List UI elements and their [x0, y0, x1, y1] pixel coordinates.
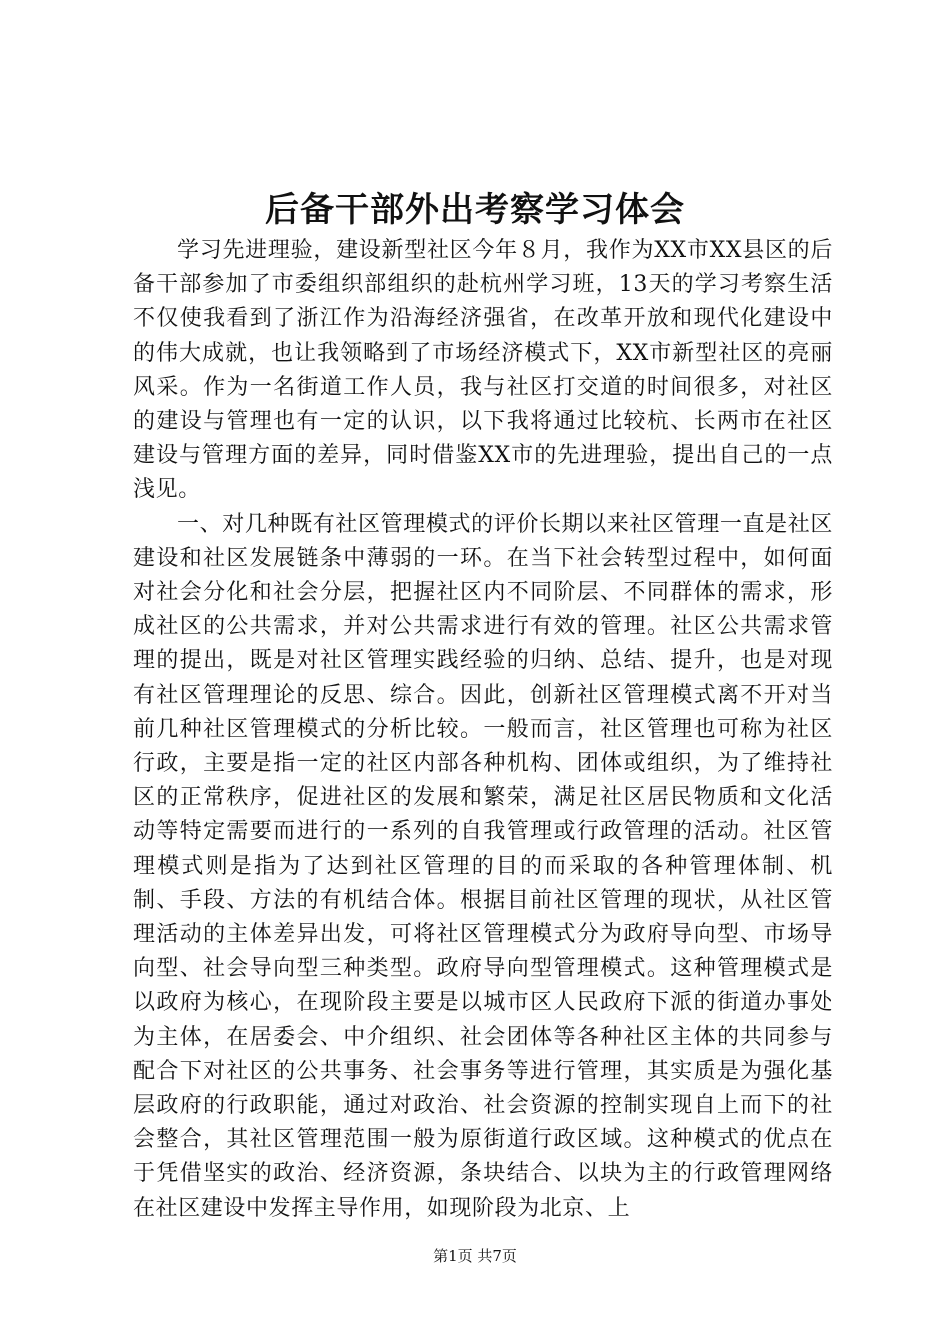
document-body [133, 234, 833, 1226]
paragraph-intro: 学习先进理验，建设新型社区今年８月，我作为XX市XX县区的后备干部参加了市委组织部组织的赴杭州学习班，13天的学习考察生活不仅使我看到了浙江作为沿海经济强省，在改革开放和现代化建设中的伟大成就，也让我领略到了市场经济模式下，XX市新型社区的亮丽风采。作为一名街道工作人员，我与社区打交道的时间很多，对社区的建设与管理也有一定的认识，以下我将通过比较杭、长两市在社区建设与管理方面的差异，同时借鉴XX市的先进理验，提出自己的一点浅见。 [133, 238, 833, 503]
document-title: 后备干部外出考察学习体会 [265, 190, 685, 230]
paragraph-section-one: 一、对几种既有社区管理模式的评价长期以来社区管理一直是社区建设和社区发展链条中薄弱的一环。在当下社会转型过程中，如何面对社会分化和社会分层，把握社区内不同阶层、不同群体的需求，形成社区的公共需求，并对公共需求进行有效的管理。社区公共需求管理的提出，既是对社区管理实践经验的归纳、总结、提升，也是对现有社区管理理论的反思、综合。因此，创新社区管理模式离不开对当前几种社区管理模式的分析比较。一般而言，社区管理也可称为社区行政，主要是指一定的社区内部各种机构、团体或组织，为了维持社区的正常秩序，促进社区的发展和繁荣，满足社区居民物质和文化活动等特定需要而进行的一系列的自我管理或行政管理的活动。社区管理模式则是指为了达到社区管理的目的而采取的各种管理体制、机制、手段、方法的有机结合体。根据目前社区管理的现状，从社区管理活动的主体差异出发，可将社区管理模式分为政府导向型、市场导向型、社会导向型三种类型。政府导向型管理模式。这种管理模式是以政府为核心，在现阶段主要是以城市区人民政府下派的街道办事处为主体，在居委会、中介组织、社会团体等各种社区主体的共同参与配合下对社区的公共事务、社会事务等进行管理，其实质是为强化基层政府的行政职能，通过对政治、社会资源的控制实现自上而下的社会整合，其社区管理范围一般为原街道行政区域。这种模式的优点在于凭借坚实的政治、经济资源，条块结合、以块为主的行政管理网络在社区建设中发挥主导作用，如现阶段为北京、上 [133, 511, 833, 1221]
page-footer: 第1页 共7页 [433, 1247, 517, 1265]
